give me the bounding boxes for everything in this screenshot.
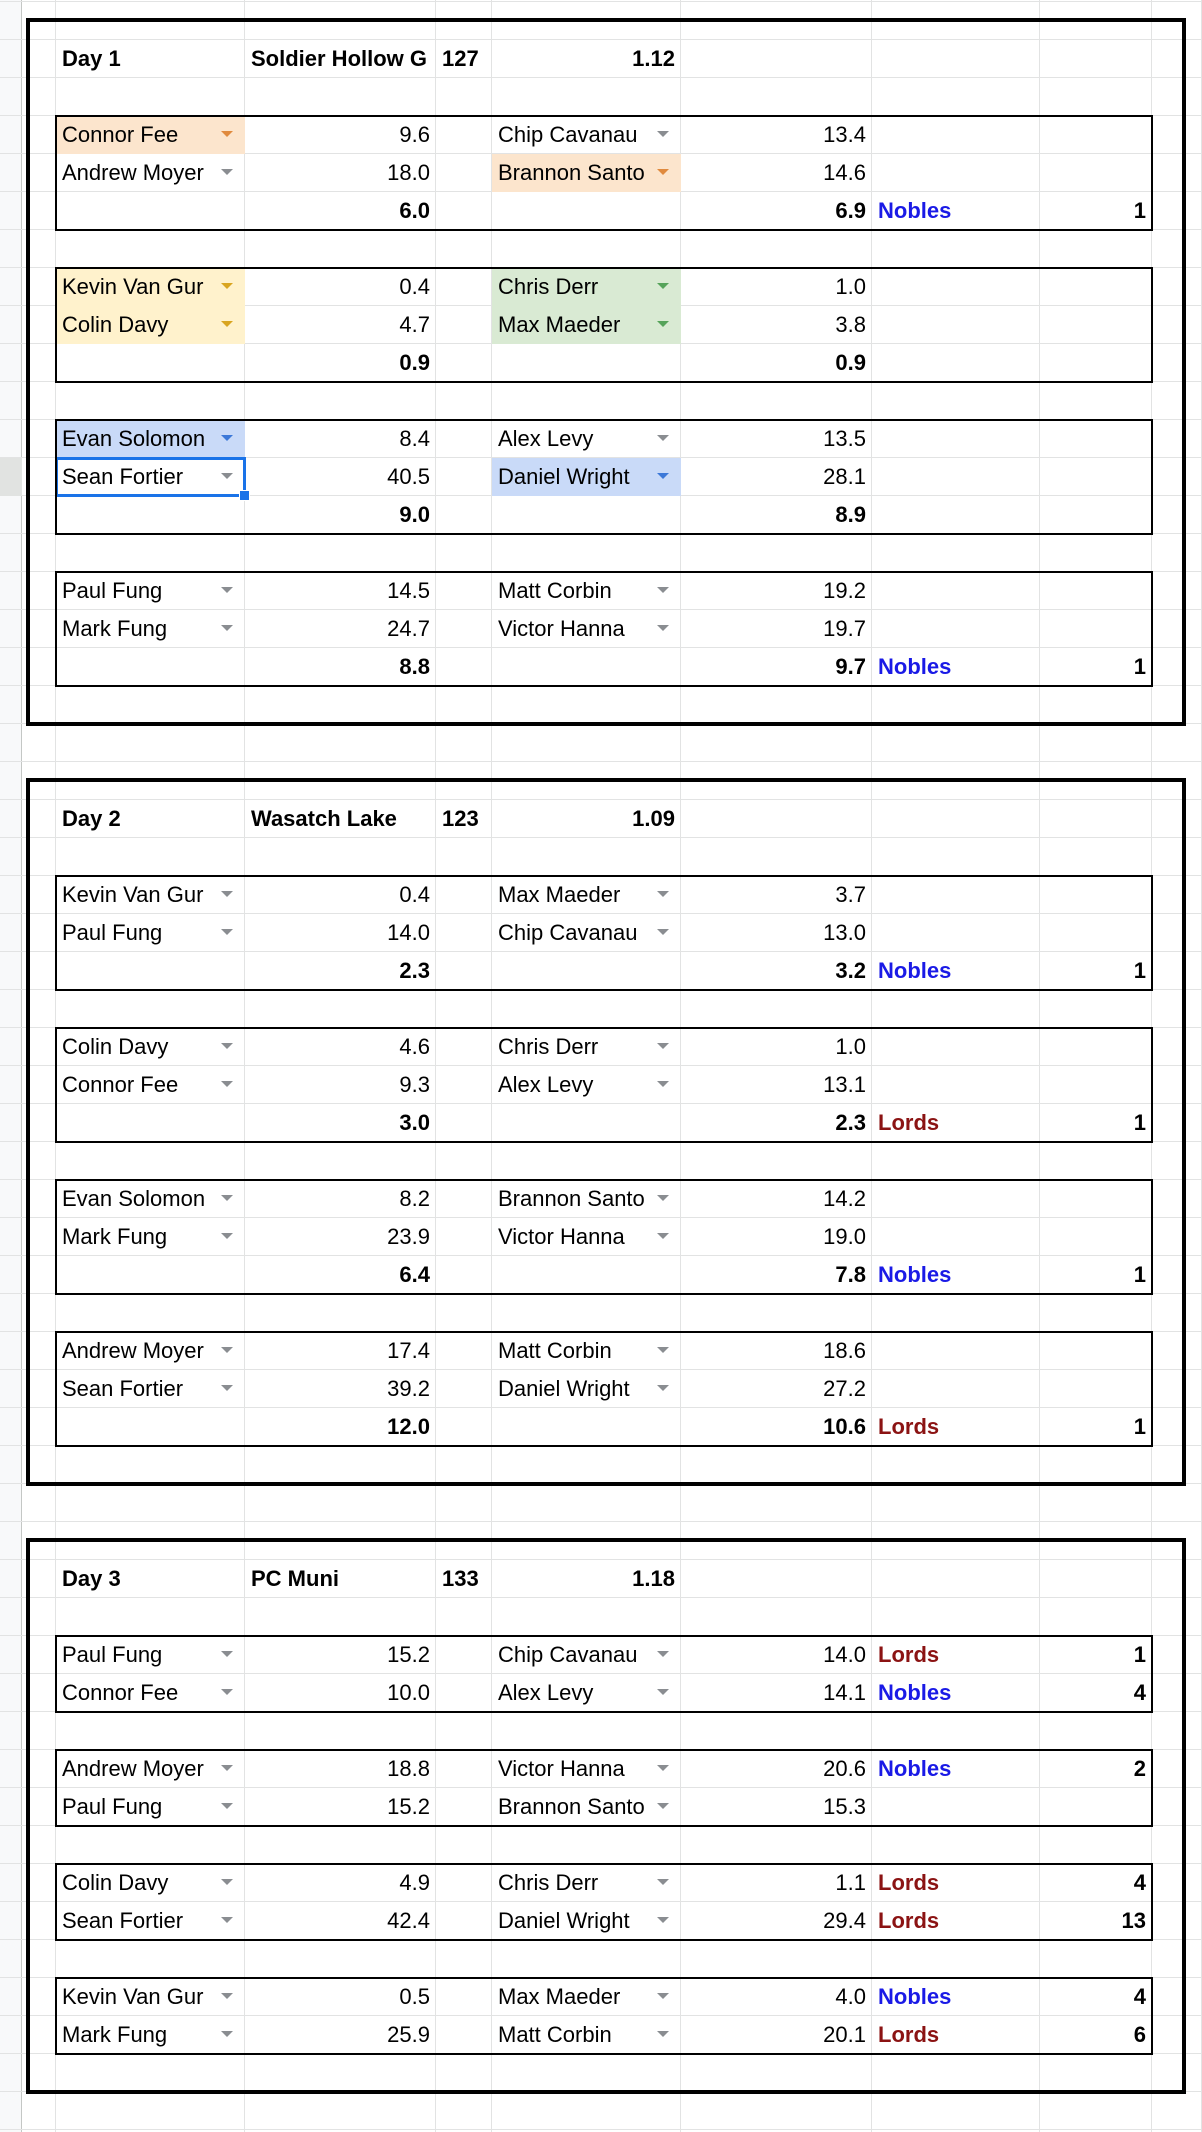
team-total[interactable]: 2.3 <box>399 958 430 983</box>
player-name: Chip Cavanau <box>498 920 638 945</box>
points-value[interactable]: 1 <box>1133 958 1146 983</box>
course-name[interactable]: Wasatch Lake <box>251 806 397 831</box>
points-value[interactable]: 1 <box>1133 198 1146 223</box>
player-name: Chris Derr <box>498 274 599 299</box>
points-value[interactable]: 4 <box>1133 1984 1146 2009</box>
player-name: Daniel Wright <box>498 1908 630 1933</box>
player-name: Brannon Santo <box>498 160 645 185</box>
team-total[interactable]: 10.6 <box>823 1414 866 1439</box>
team-total[interactable]: 6.9 <box>835 198 866 223</box>
points-value[interactable]: 1 <box>1133 1414 1146 1439</box>
winning-team[interactable]: Nobles <box>878 1680 952 1705</box>
handicap-value[interactable]: 25.9 <box>387 2022 430 2047</box>
player-name: Brannon Santo <box>498 1186 645 1211</box>
handicap-value[interactable]: 1.1 <box>835 1870 866 1895</box>
course-slope[interactable]: 133 <box>442 1566 479 1591</box>
handicap-value[interactable]: 1.0 <box>835 274 866 299</box>
winning-team[interactable]: Nobles <box>878 654 952 679</box>
team-total[interactable]: 2.3 <box>835 1110 866 1135</box>
handicap-value[interactable]: 3.7 <box>835 882 866 907</box>
handicap-value[interactable]: 19.7 <box>823 616 866 641</box>
row-gridline <box>0 2129 1202 2130</box>
player-name: Alex Levy <box>498 1680 594 1705</box>
player-name: Kevin Van Gur <box>62 274 204 299</box>
handicap-value[interactable]: 15.3 <box>823 1794 866 1819</box>
team-total[interactable]: 3.2 <box>835 958 866 983</box>
team-total[interactable]: 9.0 <box>399 502 430 527</box>
handicap-value[interactable]: 18.8 <box>387 1756 430 1781</box>
handicap-value[interactable]: 14.2 <box>823 1186 866 1211</box>
day-section-border <box>26 778 1186 1486</box>
player-name: Andrew Moyer <box>62 1756 204 1781</box>
player-name: Max Maeder <box>498 1984 621 2009</box>
handicap-value[interactable]: 0.5 <box>399 1984 430 2009</box>
player-name: Connor Fee <box>62 122 179 147</box>
course-name[interactable]: Soldier Hollow G <box>251 46 428 71</box>
player-name: Chris Derr <box>498 1870 599 1895</box>
team-total[interactable]: 6.0 <box>399 198 430 223</box>
player-name: Alex Levy <box>498 1072 594 1097</box>
player-name: Victor Hanna <box>498 1756 625 1781</box>
player-name: Colin Davy <box>62 1034 169 1059</box>
handicap-value[interactable]: 17.4 <box>387 1338 430 1363</box>
handicap-value[interactable]: 4.9 <box>399 1870 430 1895</box>
player-name: Connor Fee <box>62 1680 179 1705</box>
player-name: Kevin Van Gur <box>62 1984 204 2009</box>
player-name: Matt Corbin <box>498 2022 612 2047</box>
row-header-selected <box>0 458 22 496</box>
player-name: Max Maeder <box>498 882 621 907</box>
handicap-value[interactable]: 40.5 <box>387 464 430 489</box>
points-value[interactable]: 4 <box>1133 1870 1146 1895</box>
player-name: Mark Fung <box>62 1224 168 1249</box>
handicap-value[interactable]: 4.6 <box>399 1034 430 1059</box>
handicap-value[interactable]: 13.5 <box>823 426 866 451</box>
handicap-value[interactable]: 10.0 <box>387 1680 430 1705</box>
day-label[interactable]: Day 1 <box>62 46 121 71</box>
player-name: Evan Solomon <box>62 426 206 451</box>
player-name: Mark Fung <box>62 616 168 641</box>
handicap-value[interactable]: 24.7 <box>387 616 430 641</box>
handicap-value[interactable]: 14.1 <box>823 1680 866 1705</box>
points-value[interactable]: 1 <box>1133 654 1146 679</box>
winning-team[interactable]: Lords <box>878 1414 940 1439</box>
handicap-value[interactable]: 0.4 <box>399 882 430 907</box>
handicap-value[interactable]: 19.2 <box>823 578 866 603</box>
team-total[interactable]: 9.7 <box>835 654 866 679</box>
team-total[interactable]: 8.8 <box>399 654 430 679</box>
player-name: Daniel Wright <box>498 464 630 489</box>
team-total[interactable]: 0.9 <box>399 350 430 375</box>
handicap-value[interactable]: 13.1 <box>823 1072 866 1097</box>
player-name: Kevin Van Gur <box>62 882 204 907</box>
player-name: Matt Corbin <box>498 1338 612 1363</box>
player-name: Paul Fung <box>62 578 163 603</box>
team-total[interactable]: 3.0 <box>399 1110 430 1135</box>
handicap-value[interactable]: 14.5 <box>387 578 430 603</box>
day-label[interactable]: Day 3 <box>62 1566 121 1591</box>
handicap-value[interactable]: 8.2 <box>399 1186 430 1211</box>
handicap-value[interactable]: 23.9 <box>387 1224 430 1249</box>
player-name: Alex Levy <box>498 426 594 451</box>
handicap-value[interactable]: 9.3 <box>399 1072 430 1097</box>
winning-team[interactable]: Nobles <box>878 198 952 223</box>
points-value[interactable]: 1 <box>1133 1262 1146 1287</box>
course-slope[interactable]: 127 <box>442 46 479 71</box>
winning-team[interactable]: Lords <box>878 1110 940 1135</box>
player-name: Chip Cavanau <box>498 122 638 147</box>
handicap-value[interactable]: 14.0 <box>387 920 430 945</box>
handicap-value[interactable]: 18.0 <box>387 160 430 185</box>
player-name: Sean Fortier <box>62 1908 184 1933</box>
handicap-value[interactable]: 14.6 <box>823 160 866 185</box>
player-name: Max Maeder <box>498 312 621 337</box>
player-name: Brannon Santo <box>498 1794 645 1819</box>
handicap-value[interactable]: 4.7 <box>399 312 430 337</box>
player-name: Sean Fortier <box>62 1376 184 1401</box>
points-value[interactable]: 6 <box>1133 2022 1146 2047</box>
team-total[interactable]: 0.9 <box>835 350 866 375</box>
handicap-value[interactable]: 13.0 <box>823 920 866 945</box>
handicap-value[interactable]: 15.2 <box>387 1642 430 1667</box>
row-gridline <box>0 1521 1202 1522</box>
player-name: Mark Fung <box>62 2022 168 2047</box>
player-name: Andrew Moyer <box>62 160 204 185</box>
points-value[interactable]: 2 <box>1133 1756 1146 1781</box>
player-name: Andrew Moyer <box>62 1338 204 1363</box>
handicap-value[interactable]: 3.8 <box>835 312 866 337</box>
team-total[interactable]: 12.0 <box>387 1414 430 1439</box>
team-total[interactable]: 8.9 <box>835 502 866 527</box>
team-total[interactable]: 6.4 <box>399 1262 430 1287</box>
player-name: Colin Davy <box>62 1870 169 1895</box>
handicap-value[interactable]: 14.0 <box>823 1642 866 1667</box>
handicap-value[interactable]: 18.6 <box>823 1338 866 1363</box>
handicap-value[interactable]: 42.4 <box>387 1908 430 1933</box>
row-gridline <box>0 1 1202 2</box>
handicap-factor[interactable]: 1.09 <box>632 806 675 831</box>
player-name: Colin Davy <box>62 312 169 337</box>
handicap-value[interactable]: 29.4 <box>823 1908 866 1933</box>
handicap-value[interactable]: 9.6 <box>399 122 430 147</box>
handicap-value[interactable]: 13.4 <box>823 122 866 147</box>
winning-team[interactable]: Nobles <box>878 1756 952 1781</box>
day-section-border <box>26 1538 1186 2094</box>
winning-team[interactable]: Nobles <box>878 1984 952 2009</box>
handicap-factor[interactable]: 1.12 <box>632 46 675 71</box>
row-header-column <box>0 0 22 2132</box>
winning-team[interactable]: Lords <box>878 1642 940 1667</box>
course-name[interactable]: PC Muni <box>251 1566 339 1591</box>
winning-team[interactable]: Lords <box>878 2022 940 2047</box>
handicap-value[interactable]: 27.2 <box>823 1376 866 1401</box>
points-value[interactable]: 1 <box>1133 1642 1146 1667</box>
handicap-value[interactable]: 20.6 <box>823 1756 866 1781</box>
team-total[interactable]: 7.8 <box>835 1262 866 1287</box>
course-slope[interactable]: 123 <box>442 806 479 831</box>
handicap-value[interactable]: 4.0 <box>835 1984 866 2009</box>
row-gridline <box>0 761 1202 762</box>
handicap-value[interactable]: 8.4 <box>399 426 430 451</box>
player-name: Victor Hanna <box>498 616 625 641</box>
winning-team[interactable]: Nobles <box>878 1262 952 1287</box>
day-section-border <box>26 18 1186 726</box>
player-name: Victor Hanna <box>498 1224 625 1249</box>
winning-team[interactable]: Lords <box>878 1908 940 1933</box>
points-value[interactable]: 13 <box>1121 1908 1146 1933</box>
handicap-value[interactable]: 20.1 <box>823 2022 866 2047</box>
player-name: Chip Cavanau <box>498 1642 638 1667</box>
points-value[interactable]: 1 <box>1133 1110 1146 1135</box>
handicap-value[interactable]: 15.2 <box>387 1794 430 1819</box>
handicap-factor[interactable]: 1.18 <box>632 1566 675 1591</box>
handicap-value[interactable]: 0.4 <box>399 274 430 299</box>
player-name: Matt Corbin <box>498 578 612 603</box>
player-name: Paul Fung <box>62 1642 163 1667</box>
handicap-value[interactable]: 19.0 <box>823 1224 866 1249</box>
day-label[interactable]: Day 2 <box>62 806 121 831</box>
player-name: Daniel Wright <box>498 1376 630 1401</box>
handicap-value[interactable]: 1.0 <box>835 1034 866 1059</box>
points-value[interactable]: 4 <box>1133 1680 1146 1705</box>
winning-team[interactable]: Lords <box>878 1870 940 1895</box>
player-name: Evan Solomon <box>62 1186 206 1211</box>
handicap-value[interactable]: 39.2 <box>387 1376 430 1401</box>
winning-team[interactable]: Nobles <box>878 958 952 983</box>
handicap-value[interactable]: 28.1 <box>823 464 866 489</box>
player-name: Paul Fung <box>62 920 163 945</box>
player-name: Connor Fee <box>62 1072 179 1097</box>
player-name: Chris Derr <box>498 1034 599 1059</box>
player-name: Sean Fortier <box>62 464 184 489</box>
player-name: Paul Fung <box>62 1794 163 1819</box>
